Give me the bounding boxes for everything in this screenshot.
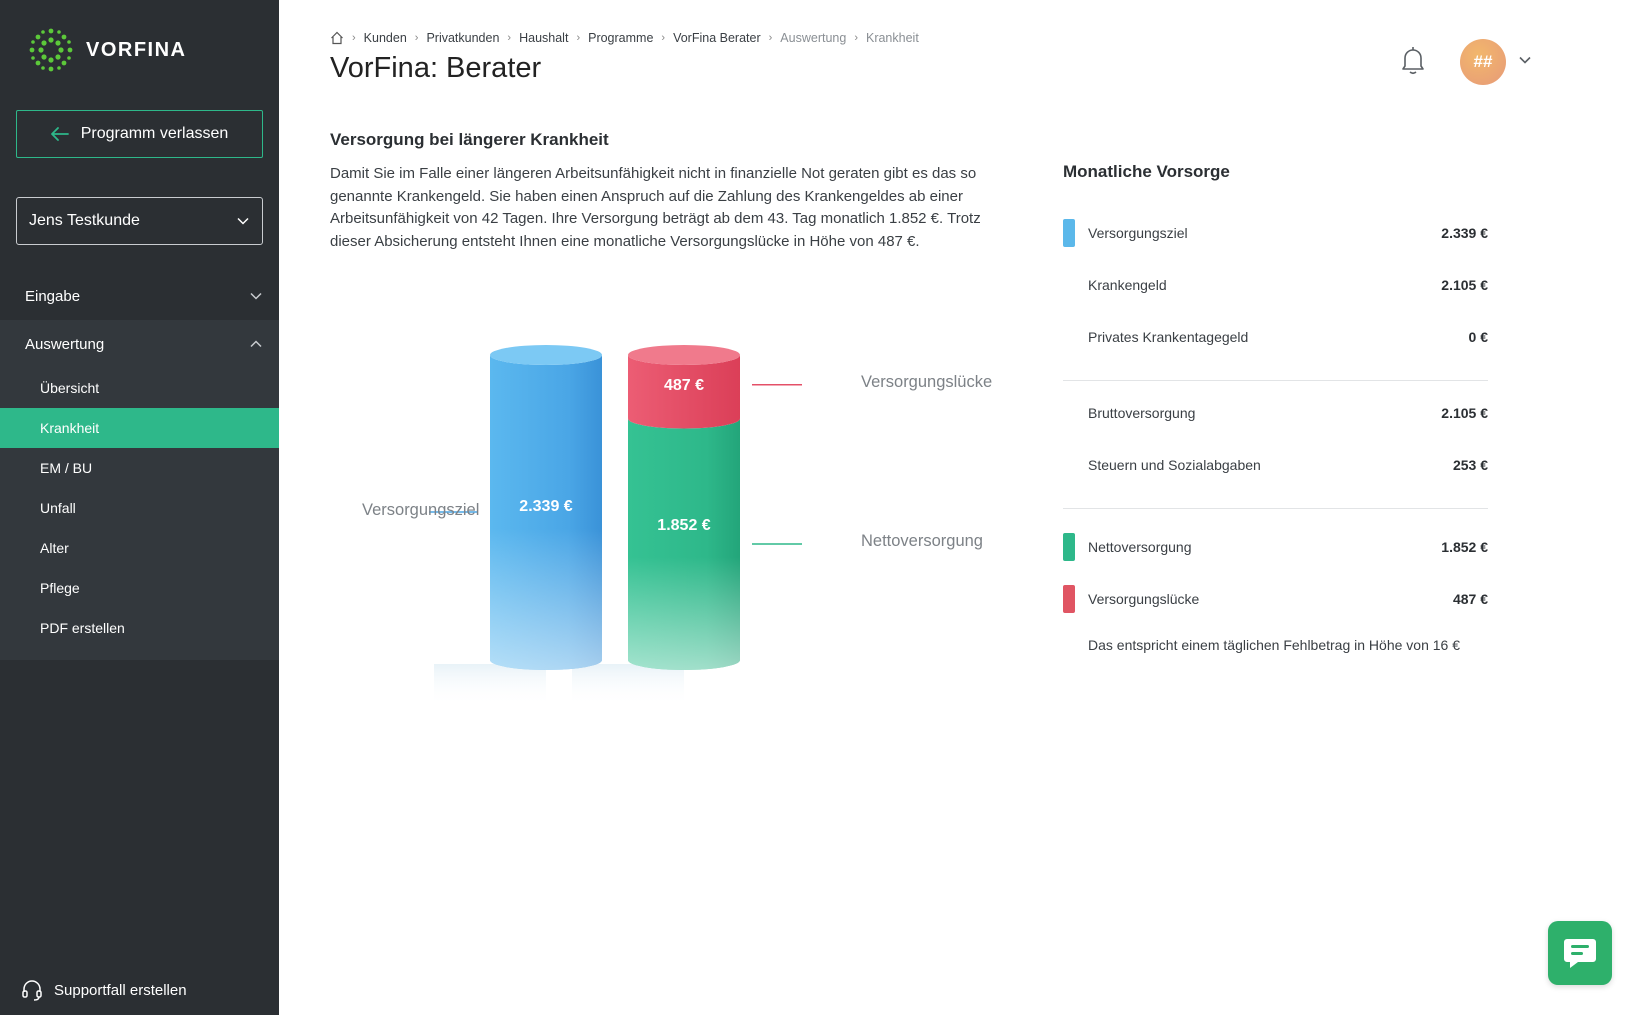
nav-section-label: Eingabe [25,287,81,305]
reflection-versorgung [572,664,684,706]
row-value: 2.105 € [1441,277,1488,293]
subnav-item-em-bu[interactable]: EM / BU [40,460,93,476]
headset-icon [20,978,44,1002]
row-label: Nettoversorgung [1088,539,1192,555]
breadcrumb-item[interactable]: VorFina Berater [673,31,761,45]
brand-name: VORFINA [86,38,187,61]
bar-value-nettoversorgung: 1.852 € [657,517,711,535]
row-value: 2.339 € [1441,225,1488,241]
legend-swatch [1063,219,1075,247]
arrow-left-icon [51,127,69,141]
panel-title: Monatliche Vorsorge [1063,162,1230,181]
breadcrumb-item[interactable]: Programme [588,31,654,45]
row-value: 1.852 € [1441,539,1488,555]
bar-value-versorgungsziel: 2.339 € [519,497,573,515]
sidebar [0,0,279,1015]
avatar[interactable]: ## [1460,39,1506,85]
brand-logo[interactable] [28,27,187,73]
nav-section-eingabe[interactable] [0,272,279,320]
chevron-down-icon [249,290,263,302]
subnav-item-uebersicht[interactable]: Übersicht [40,380,100,396]
row-label: Versorgungslücke [1088,591,1200,607]
chevron-down-icon[interactable] [1518,54,1532,66]
divider [1063,380,1488,381]
panel-row-nettoversorgung [1063,532,1488,562]
legend-swatch [1063,585,1075,613]
description-text: Damit Sie im Falle einer längeren Arbeitsunfähigkeit nicht in finanzielle Not geraten gibt es das so genannte Krankengeld. Sie haben einen Anspruch auf die Zahlung des Krankengeldes ab einer Arbeitsunfähigkeit von 42 Tagen. Ihre Versorgung beträgt ab dem 43. Tag monatlich 1.852 €. Trotz dieser Absicherung entsteht Ihnen eine monatliche Versorgungslücke in Höhe von 487 €. [330,165,981,250]
subnav-item-pdf-erstellen[interactable]: PDF erstellen [40,620,125,636]
subnav-item-pflege[interactable]: Pflege [40,580,80,596]
row-label: Privates Krankentagegeld [1088,329,1249,345]
leave-program-label: Programm verlassen [80,125,229,142]
breadcrumb-item[interactable]: Privatkunden [426,31,500,45]
nav-section-label: Auswertung [25,335,105,353]
breadcrumb-separator: › [507,32,512,44]
panel-row-versorgungsluecke [1063,584,1488,614]
support-button[interactable] [20,978,187,1002]
vorfina-logo-icon [28,27,74,73]
panel-row-privates-krankentagegeld [1063,322,1488,352]
row-value: 0 € [1468,329,1488,345]
row-label: Steuern und Sozialabgaben [1088,457,1261,473]
legend-swatch [1063,533,1075,561]
bar-value-versorgungsluecke: 487 € [663,376,705,394]
customer-select[interactable] [16,197,263,245]
subnav-item-alter[interactable]: Alter [40,540,69,556]
row-label: Krankengeld [1088,277,1167,293]
bell-icon[interactable] [1400,45,1426,75]
subnav-auswertung [0,368,279,660]
breadcrumb-item[interactable]: Haushalt [519,31,569,45]
panel-row-bruttoversorgung [1063,398,1488,428]
panel-row-versorgungsziel [1063,218,1488,248]
panel-row-krankengeld [1063,270,1488,300]
reflection-versorgungsziel [434,664,546,706]
chart-label-versorgungsluecke: Versorgungslücke [861,372,993,391]
divider [1063,508,1488,509]
chat-button[interactable] [1548,921,1612,985]
chevron-up-icon [249,338,263,350]
breadcrumb-separator: › [352,32,356,44]
bar-versorgungsluecke-top [628,345,740,365]
bar-versorgungsziel-top [490,345,602,365]
chart-label-nettoversorgung: Nettoversorgung [861,532,983,550]
chart-label-versorgungsziel: Versorgungsziel [362,501,480,519]
breadcrumb-separator: › [854,32,858,44]
customer-select-value: Jens Testkunde [29,212,140,229]
leave-program-button[interactable] [16,110,263,158]
breadcrumb-item[interactable]: Auswertung [780,31,847,45]
row-value: 253 € [1452,457,1488,473]
row-label: Bruttoversorgung [1088,405,1196,421]
home-icon[interactable] [330,31,344,45]
nav-section-auswertung[interactable] [0,320,279,368]
daily-shortfall-note: Das entspricht einem täglichen Fehlbetrag in Höhe von 16 € [1088,637,1460,653]
row-value: 2.105 € [1441,405,1488,421]
breadcrumb-separator: › [414,32,419,44]
section-title: Versorgung bei längerer Krankheit [330,130,609,149]
breadcrumb-item-current: Krankheit [865,31,919,45]
row-value: 487 € [1452,591,1488,607]
chevron-down-icon [236,214,250,228]
breadcrumb [330,31,919,45]
bar-nettoversorgung-shade [628,419,740,670]
chat-icon [1561,934,1599,972]
breadcrumb-separator: › [661,32,666,44]
panel-row-steuern [1063,450,1488,480]
page-title: VorFina: Berater [330,52,542,84]
breadcrumb-separator: › [768,32,773,44]
breadcrumb-separator: › [576,32,581,44]
breadcrumb-item[interactable]: Kunden [363,31,407,45]
subnav-item-unfall[interactable]: Unfall [40,500,76,516]
row-label: Versorgungsziel [1088,225,1188,241]
subnav-item-krankheit[interactable]: Krankheit [0,408,279,448]
support-label: Supportfall erstellen [54,981,187,999]
